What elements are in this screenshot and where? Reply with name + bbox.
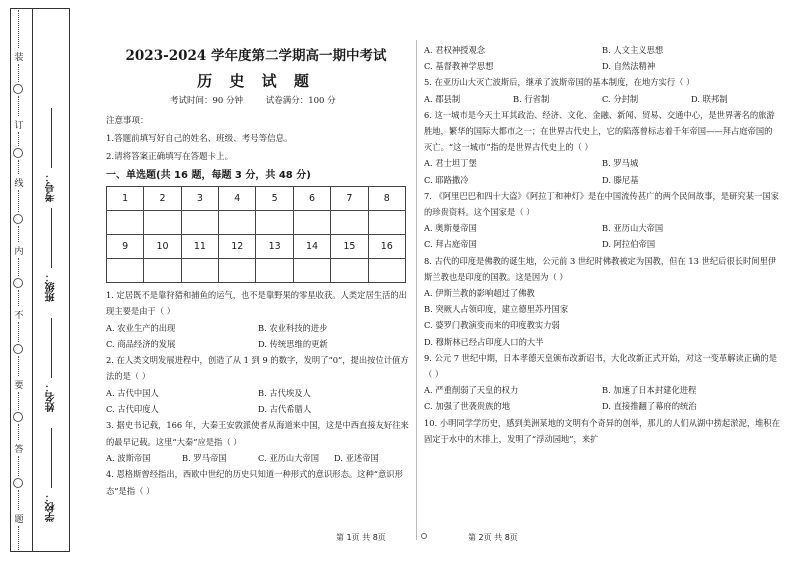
grid-number-cell: 13 — [256, 235, 293, 259]
seal-dotted-line — [18, 190, 19, 212]
seal-dotted-line — [18, 322, 19, 342]
answer-option[interactable]: B. 突厥人占领印度，建立德里苏丹国家 — [424, 304, 569, 315]
school-input-line[interactable] — [51, 428, 52, 488]
answer-option[interactable]: B. 罗马城 — [602, 158, 639, 169]
seal-circle — [13, 412, 23, 422]
seal-char: 不 — [14, 311, 24, 321]
answer-option[interactable]: A. 农业生产的出现 — [106, 322, 176, 333]
right-column — [422, 0, 782, 561]
seal-circle — [13, 478, 23, 488]
answer-option[interactable]: D. 传统思维的更新 — [258, 338, 328, 349]
answer-option[interactable]: D. 联邦制 — [691, 93, 728, 104]
option-row — [424, 91, 780, 107]
option-row — [424, 172, 780, 188]
field-name — [42, 318, 64, 418]
grid-answer-cell[interactable] — [219, 211, 256, 235]
grid-number-cell: 16 — [368, 235, 405, 259]
question-stem: 9. 公元 7 世纪中期，日本孝德天皇颁布改新诏书，大化改新正式开始，对这一变革解读正确的是（ ） — [424, 352, 777, 380]
seal-dotted-line — [18, 424, 19, 440]
note-item: 1.答题前填写好自己的姓名、班级、考号等信息。 — [106, 134, 293, 144]
answer-option[interactable]: B. 罗马帝国 — [182, 452, 227, 463]
seal-circle — [13, 148, 23, 158]
answer-option[interactable]: B. 亚历山大帝国 — [602, 223, 664, 234]
option-row — [106, 336, 410, 352]
seal-char: 答 — [14, 445, 24, 455]
option-row — [106, 450, 410, 466]
answer-option[interactable]: D. 自然法精神 — [602, 61, 656, 72]
grid-number-cell: 15 — [331, 235, 368, 259]
answer-option[interactable]: C. 亚历山大帝国 — [258, 452, 320, 463]
option-row — [424, 58, 780, 74]
school-label: 学校： — [46, 492, 57, 522]
answer-option[interactable]: D. 滕尼基 — [602, 174, 639, 185]
grid-answer-cell[interactable] — [256, 211, 293, 235]
grid-number-cell: 3 — [181, 187, 218, 211]
answer-option[interactable]: B. 古代埃及人 — [258, 387, 311, 398]
question-block — [106, 417, 410, 466]
left-column — [100, 0, 412, 561]
grid-answer-row — [107, 211, 406, 235]
answer-option[interactable]: C. 分封制 — [602, 93, 639, 104]
exam-title: 2023-2024 学年度第二学期高一期中考试 — [125, 48, 387, 64]
answer-option[interactable]: A. 君士坦丁堡 — [424, 158, 477, 169]
answer-option[interactable]: B. 加速了日本封建化进程 — [602, 385, 697, 396]
grid-answer-cell[interactable] — [293, 211, 330, 235]
page-number-left: 第 1页 共 8页 — [336, 533, 386, 542]
question-block — [424, 74, 780, 106]
answer-option[interactable]: A. 奥斯曼帝国 — [424, 223, 477, 234]
question-block — [106, 352, 410, 417]
grid-answer-cell[interactable] — [144, 259, 181, 283]
seal-dotted-line — [18, 490, 19, 510]
answer-option[interactable]: C. 古代印度人 — [106, 404, 159, 415]
class-label: 班级： — [46, 272, 57, 302]
grid-number-cell: 6 — [293, 187, 330, 211]
answer-option[interactable]: C. 加强了世袭贵族的地 — [424, 401, 510, 412]
question-block — [106, 287, 410, 352]
answer-option[interactable]: C. 耶路撒冷 — [424, 174, 469, 185]
seal-char: 题 — [14, 515, 24, 525]
seal-dotted-line — [18, 526, 19, 550]
option-row — [424, 382, 780, 398]
grid-number-row — [107, 235, 406, 259]
grid-answer-cell[interactable] — [144, 211, 181, 235]
answer-option[interactable]: A. 郡县制 — [424, 93, 461, 104]
answer-option[interactable]: D. 直接推翻了幕府的统治 — [602, 401, 697, 412]
answer-option[interactable]: D. 亚述帝国 — [334, 452, 379, 463]
grid-number-cell: 14 — [293, 235, 330, 259]
grid-number-row — [107, 187, 406, 211]
field-exam_number — [42, 108, 64, 208]
answer-option[interactable]: C. 商品经济的发展 — [106, 338, 176, 349]
answer-option[interactable]: B. 人文主义思想 — [602, 45, 664, 55]
grid-number-cell: 4 — [219, 187, 256, 211]
seal-dotted-line — [18, 64, 19, 82]
option-row — [424, 220, 780, 236]
class-input-line[interactable] — [51, 208, 52, 268]
seal-char: 要 — [14, 381, 24, 391]
answer-option[interactable]: C. 拜占庭帝国 — [424, 239, 477, 250]
question-stem: 5. 在亚历山大灭亡波斯后，继承了波斯帝国的基本制度，在地方实行（ ） — [424, 77, 695, 88]
seal-char: 装 — [14, 53, 24, 63]
grid-answer-cell[interactable] — [331, 259, 368, 283]
answer-option[interactable]: C. 婆罗门教演变而来的印度教实力弱 — [424, 320, 560, 331]
question-stem: 3. 据史书记载，166 年，大秦王安敦派使者从海道来中国，这是中西直接友好往来的最早记载。这里“大秦”应是指（ ） — [106, 420, 409, 447]
seal-dotted-line — [18, 226, 19, 242]
option-row — [424, 155, 780, 171]
right-question-list — [424, 42, 780, 447]
seal-dotted-line — [18, 258, 19, 276]
seal-dotted-line — [18, 356, 19, 376]
seal-line-column — [6, 8, 32, 552]
seal-dotted-line — [18, 290, 19, 306]
question-stem: 2. 在人类文明发展进程中，创造了从 1 到 9 的数字，发明了“0”，提出按位计值方法的是（ ） — [106, 355, 409, 382]
question-stem: 6. 这一城市是今天土耳其政治、经济、文化、金融、新闻、贸易、交通中心，是世界著名的旅游胜地，繁华的国际大都市之一；在世界古代史上，它的陷落曾标志着千年帝国——拜占庭帝国的灭亡。“这一城市”指的是世界古代史上的（ ） — [424, 109, 775, 153]
seal-char: 订 — [14, 121, 24, 131]
name-label: 姓名： — [46, 382, 57, 412]
grid-answer-cell[interactable] — [368, 259, 405, 283]
seal-dotted-line — [18, 160, 19, 174]
question-block — [424, 42, 780, 74]
answer-option[interactable]: A. 波斯帝国 — [106, 452, 151, 463]
answer-option[interactable]: D. 穆斯林已经占印度人口的大半 — [424, 336, 544, 347]
question-block — [106, 466, 410, 499]
answer-option[interactable]: D. 古代希腊人 — [258, 404, 312, 415]
answer-option[interactable]: A. 严重削弱了天皇的权力 — [424, 385, 519, 396]
question-stem: 8. 古代的印度是佛教的诞生地，公元前 3 世纪时佛教被定为国教，但在 13 世纪后很长时间里伊斯兰教也是印度的国教。这是因为（ ） — [424, 255, 777, 282]
question-block — [424, 107, 780, 188]
answer-option[interactable]: A. 君权神授观念 — [424, 45, 486, 55]
grid-answer-cell[interactable] — [181, 211, 218, 235]
column-divider — [416, 40, 417, 540]
grid-answer-cell[interactable] — [256, 259, 293, 283]
option-row — [106, 401, 410, 417]
grid-answer-cell[interactable] — [293, 259, 330, 283]
question-block — [424, 188, 780, 253]
question-block — [424, 350, 780, 415]
answer-option[interactable]: A. 伊斯兰教的影响超过了佛教 — [424, 288, 535, 299]
question-block — [424, 415, 780, 447]
option-row — [424, 398, 780, 414]
question-stem: 4. 恩格斯曾经指出，西欧中世纪的历史只知道一种形式的意识形态。这种“意识形态”是指（ ） — [106, 469, 403, 496]
binding-strip — [6, 8, 70, 552]
exam-meta — [170, 94, 356, 106]
grid-number-cell: 12 — [219, 235, 256, 259]
grid-number-cell: 7 — [331, 187, 368, 211]
answer-option[interactable]: C. 基督教神学思想 — [424, 61, 494, 72]
exam_number-label: 考号： — [46, 172, 57, 202]
exam-time: 考试时间：90 分钟 — [170, 96, 244, 106]
field-class — [42, 208, 64, 308]
grid-number-cell: 10 — [144, 235, 181, 259]
seal-circle — [13, 214, 23, 224]
answer-option[interactable]: A. 古代中国人 — [106, 387, 159, 398]
option-row — [424, 42, 780, 58]
grid-answer-cell[interactable] — [219, 259, 256, 283]
notes-title: 注意事项： — [106, 116, 149, 126]
seal-circle — [13, 84, 23, 94]
option-row — [106, 320, 410, 336]
seal-dotted-line — [18, 96, 19, 116]
grid-answer-cell[interactable] — [331, 211, 368, 235]
subject-title: 历 史 试 题 — [197, 72, 315, 90]
seal-dotted-line — [18, 456, 19, 476]
grid-number-cell: 11 — [181, 235, 218, 259]
grid-number-cell: 9 — [107, 235, 144, 259]
grid-answer-cell[interactable] — [107, 211, 144, 235]
answer-option[interactable]: B. 行省制 — [513, 93, 550, 104]
field-school — [42, 428, 64, 528]
grid-answer-cell[interactable] — [368, 211, 405, 235]
grid-answer-row — [107, 259, 406, 283]
section-heading: 一、单选题(共 16 题，每题 3 分，共 48 分) — [106, 170, 311, 181]
seal-dotted-line — [18, 10, 19, 48]
seal-dotted-line — [18, 132, 19, 146]
question-stem: 7. 《阿里巴巴和四十大盗》《阿拉丁和神灯》是在中国流传甚广的两个民间故事，是研究某一国家的珍贵资料。这个国家是（ ） — [424, 190, 779, 218]
grid-number-cell: 5 — [256, 187, 293, 211]
exam_number-input-line[interactable] — [51, 108, 52, 168]
notes — [106, 112, 293, 166]
grid-number-cell: 1 — [107, 187, 144, 211]
seal-circle — [13, 278, 23, 288]
grid-number-cell: 8 — [368, 187, 405, 211]
seal-char: 内 — [14, 247, 24, 257]
question-stem: 1. 定居既不是靠狩猎和捕鱼的运气，也不是靠野果的零星收获。人类定居生活的出现主要是由于（ ） — [106, 290, 407, 317]
question-stem: 10. 小明同学学历史，感到美洲某地的文明有个奇异的创举，那儿的人们从湖中捞起淤泥，堆积在固定于水中的木排上，发明了“浮动园地”，来扩 — [424, 417, 781, 444]
answer-option[interactable]: B. 农业科技的进步 — [258, 322, 328, 333]
page-number-right: 第 2页 共 8页 — [468, 533, 518, 542]
seal-char: 线 — [14, 179, 24, 189]
grid-number-cell: 2 — [144, 187, 181, 211]
seal-circle — [13, 344, 23, 354]
answer-option[interactable]: D. 阿拉伯帝国 — [602, 239, 656, 250]
grid-answer-cell[interactable] — [181, 259, 218, 283]
left-question-list — [106, 287, 410, 499]
answer-grid — [106, 186, 406, 283]
full-score: 试卷满分：100 分 — [265, 96, 336, 106]
question-block — [424, 253, 780, 350]
option-row — [424, 236, 780, 252]
name-input-line[interactable] — [51, 318, 52, 378]
option-row — [106, 385, 410, 401]
grid-answer-cell[interactable] — [107, 259, 144, 283]
seal-dotted-line — [18, 392, 19, 410]
note-item: 2.请将答案正确填写在答题卡上。 — [106, 152, 234, 162]
